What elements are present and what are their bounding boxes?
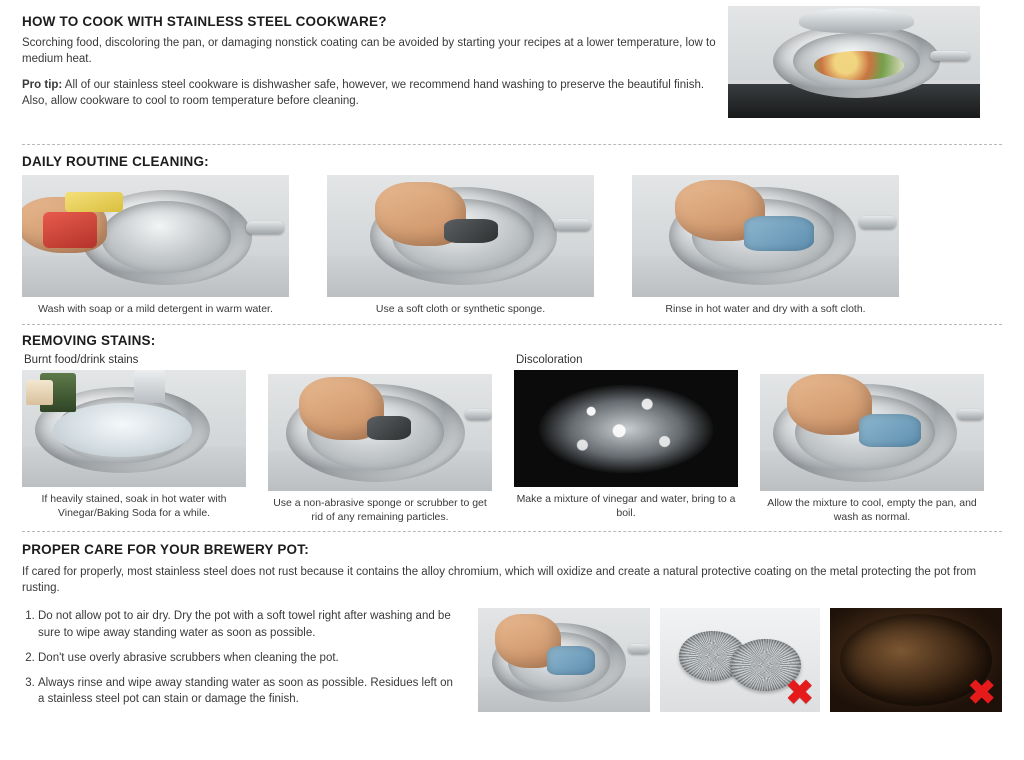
cloth-shape bbox=[547, 646, 595, 675]
daily-step-2-caption: Use a soft cloth or synthetic sponge. bbox=[375, 303, 546, 315]
sponge-shape bbox=[367, 416, 412, 439]
pro-tip-paragraph bbox=[22, 77, 722, 110]
daily-steps-row bbox=[22, 175, 1002, 316]
pouring-bottle bbox=[134, 370, 165, 403]
brewery-body bbox=[22, 608, 1002, 717]
daily-step-1-photo bbox=[22, 175, 289, 297]
brewery-photo-scrubbers bbox=[660, 608, 820, 712]
stains-step-4 bbox=[760, 354, 984, 524]
stains-step-1 bbox=[22, 354, 246, 524]
brewery-tips-list bbox=[22, 608, 460, 717]
pro-tip-label: Pro tip: bbox=[22, 78, 63, 91]
food-in-pan bbox=[814, 51, 905, 80]
cloth-shape bbox=[744, 216, 813, 250]
section-removing-stains bbox=[22, 325, 1002, 530]
pan-handle bbox=[465, 409, 492, 420]
brewery-photos-row bbox=[478, 608, 1002, 717]
prohibited-marker-icon: ✖ bbox=[967, 674, 996, 713]
brewery-photo-burnt-pot bbox=[830, 608, 1002, 712]
daily-step-3 bbox=[632, 175, 899, 316]
stains-step-3 bbox=[514, 354, 738, 524]
intro-paragraph: Scorching food, discoloring the pan, or damaging nonstick coating can be avoided by starting your recipes at a lower temperature, low to medium heat. bbox=[22, 37, 716, 66]
sub-label-discoloration: Discoloration bbox=[516, 354, 583, 367]
brewery-intro: If cared for properly, most stainless steel does not rust because it contains the alloy chromium, which will oxidize and create a natural protective coating on the metal protecting the pot from rusting. bbox=[22, 565, 977, 594]
stains-step-4-photo bbox=[760, 374, 984, 491]
pan-handle bbox=[930, 51, 970, 61]
boiling-water bbox=[539, 384, 714, 473]
cloth-shape bbox=[859, 414, 922, 447]
brewery-photo-drying bbox=[478, 608, 650, 712]
page-title: HOW TO COOK WITH STAINLESS STEEL COOKWARE? bbox=[22, 14, 387, 29]
daily-step-3-caption: Rinse in hot water and dry with a soft cloth. bbox=[665, 303, 866, 315]
pan-handle bbox=[246, 221, 283, 233]
baking-soda-box bbox=[26, 380, 53, 406]
sponge-yellow bbox=[65, 192, 124, 212]
stains-step-4-caption: Allow the mixture to cool, empty the pan, and wash as normal. bbox=[767, 497, 977, 524]
pan-handle bbox=[957, 409, 984, 420]
list-item: 1. Do not allow pot to air dry. Dry the pot with a soft towel right after washing and be sure to wipe away standing water as soon as possible. bbox=[38, 608, 460, 641]
soap-bottle bbox=[43, 212, 96, 249]
section-brewery-pot-care bbox=[22, 532, 1002, 717]
pan-handle bbox=[554, 219, 591, 231]
removing-stains-title: REMOVING STAINS: bbox=[22, 333, 156, 349]
pan-lid bbox=[799, 8, 915, 33]
list-item: 2. Don't use overly abrasive scrubbers when cleaning the pot. bbox=[38, 650, 460, 666]
stains-step-3-caption: Make a mixture of vinegar and water, bring to a boil. bbox=[516, 493, 736, 520]
prohibited-marker-icon: ✖ bbox=[785, 674, 814, 713]
pan-handle bbox=[859, 216, 896, 228]
daily-step-1-caption: Wash with soap or a mild detergent in warm water. bbox=[38, 303, 273, 315]
intro-text-column bbox=[22, 14, 722, 109]
section-how-to-cook bbox=[22, 0, 1002, 144]
stains-step-2-photo bbox=[268, 374, 492, 491]
intro-photo bbox=[728, 6, 980, 118]
sub-label-burnt-stains: Burnt food/drink stains bbox=[24, 354, 139, 367]
list-item: 3. Always rinse and wipe away standing water as soon as possible. Residues left on a stainless steel pot can stain or damage the finish. bbox=[38, 675, 460, 708]
stains-step-2 bbox=[268, 354, 492, 524]
brewery-title: PROPER CARE FOR YOUR BREWERY POT: bbox=[22, 541, 309, 557]
daily-step-2-photo bbox=[327, 175, 594, 297]
stains-step-2-caption: Use a non-abrasive sponge or scrubber to get rid of any remaining particles. bbox=[273, 497, 487, 524]
pro-tip-text: All of our stainless steel cookware is dishwasher safe, however, we recommend hand washing to preserve the beautiful finish. Also, allow cookware to cool to room temperature before cleaning. bbox=[22, 78, 705, 107]
pan-handle bbox=[628, 644, 650, 654]
stains-steps-row bbox=[22, 354, 1002, 524]
daily-step-1 bbox=[22, 175, 289, 316]
stains-step-1-caption: If heavily stained, soak in hot water with Vinegar/Baking Soda for a while. bbox=[41, 493, 227, 520]
daily-step-2 bbox=[327, 175, 594, 316]
stains-step-3-photo bbox=[514, 370, 738, 487]
daily-cleaning-title: DAILY ROUTINE CLEANING: bbox=[22, 154, 209, 169]
sponge-shape bbox=[444, 219, 497, 243]
stains-step-1-photo bbox=[22, 370, 246, 487]
section-daily-cleaning bbox=[22, 145, 1002, 324]
daily-step-3-photo bbox=[632, 175, 899, 297]
